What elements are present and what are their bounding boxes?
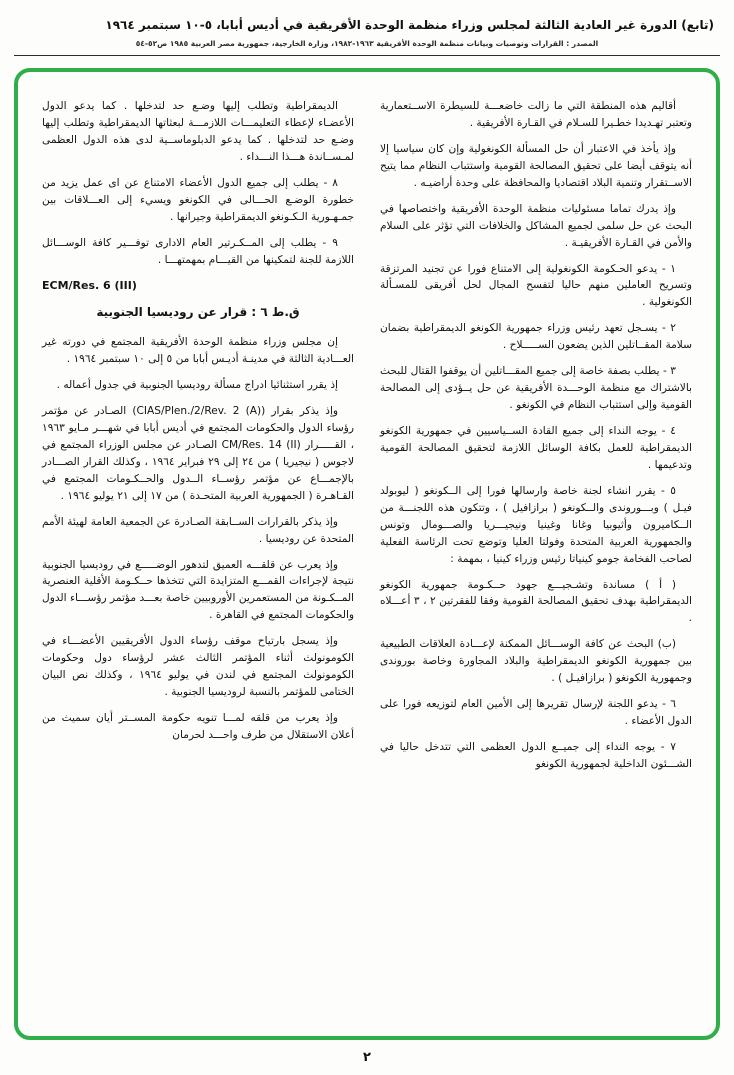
paragraph: إن مجلس وزراء منظمة الوحدة الأفريقية المجتمع في دورته غير العـــادية الثالثة في مدينـة أديـس أبابا من ٥ إلى ١٠ سبتمبر ١٩٦٤ . xyxy=(42,336,354,366)
paragraph: ٧ - يوجه النداء إلى جميــع الدول العظمى التي تتدخل حاليا في الشـــئون الداخلية لجمهورية الكونغو xyxy=(380,741,692,770)
paragraph: ( أ ) مساندة وتشـجيـــع جهود حــكـومة جمهورية الكونغو الديمقراطية بهدف تحقيق المصالحة القومية وفقا للفقرتين ٢ ، ٣ أعـــلاه . xyxy=(380,578,692,625)
resolution-code: ECM/Res. 6 (III) xyxy=(42,279,137,293)
paragraph: ١ - يدعو الحـكومة الكونغولية إلى الامتناع فورا عن تجنيد المرتزقة وتسريح العاملين منهم حاليا لتفسح المجال لحل أفريقى للمسـألة الكونغولية . xyxy=(380,262,692,309)
paragraph: أقاليم هذه المنطقة التي ما زالت خاضعـــة للسيطرة الاســتعمارية وتعتبر تهـديدا خطـيرا للسـلام في القـارة الأفريقية . xyxy=(380,100,692,129)
paragraph: (ب) البحث عن كافة الوســـائل الممكنة لإعـــادة العلاقات الطبيعية بين جمهورية الكونغو الديمقراطية والبلاد المجاورة وخاصة بوروندى وجمهورية الكونغو ( برازافيـل ) . xyxy=(380,638,692,685)
page-number: ٢ xyxy=(363,1050,371,1065)
section-heading: ق.ط ٦ : قرار عن روديسيا الجنوبية xyxy=(96,305,300,320)
paragraph: وإذ يعرب عن قلقـــه العميق لتدهور الوضـــــع في روديسيا الجنوبية نتيجة لإجراءات القمـــع المتزايدة التي تتخذها حــكـومة الأقلية العنصرية المــكـونة من المستعمرين الأوروبيين خاصة بعـــد مؤتمر رؤســـاء الدول والحكومات المجتمع في القاهرة . xyxy=(42,558,354,622)
paragraph: ٩ - يطلب إلى المــكـرتير العام الادارى توفـــير كافة الوســـائل اللازمة للجنة لتمكينها من القيـــام بمهمتهـــا . xyxy=(42,236,354,266)
paragraph: وإذ يذكر بقرار (CIAS/Plen./2/Rev. 2 (A)) الصـادر عن مؤتمر رؤساء الدول والحكومات المجتمع في أديس أبابا في شهـــر مـايو ١٩٦٣ ، القـــــرار CM/Res. 14 (II) الصـادر عن مجلس الوزراء المجتمع في لاجوس ( نيجيريا ) من ٢٤ إلى ٢٩ فبراير ١٩٦٤ ، وكذلك القرار الصـــادر بالإجمـــاع عن مؤتمر رؤســاء الــدول والحــكـومات المجتمع في القـاهـرة ( الجمهورية العربية المتحـدة ) من ١٧ إلى ٢١ يوليو ١٩٦٤ . xyxy=(42,405,354,502)
page-header xyxy=(14,16,720,56)
paragraph: الديمقراطية وتطلب إليها وضـع حد لتدخلها . كما يدعو الدول الأعضـاء لإعطاء التعليمـــات اللازمـــة لبعثاتها الديمقراطية وتطلب إليها وضـع حد لتدخلها . كما يدعو الدبلوماســية لدى هذه الدول العظمى لمـســاندة هـــذا النـــداء . xyxy=(42,100,354,163)
paragraph: وإذ يدرك تماما مسئوليات منظمة الوحدة الأفريقية واختصاصها في البحث عن حل سلمى لجميع المشاكل والخلافات التي تؤثر على السلام والأمن في القـارة الأفريقيـة . xyxy=(380,202,692,249)
paragraph: وإذ يسجل بارتياح موقف رؤساء الدول الأفريقيين الأعضـــاء في الكومونولث أثناء المؤتمر الثالث عشر لرؤساء دول وحكومات الكومونولث المجتمع في لندن في يوليو ١٩٦٤ ، وكذلك نص البيان الختامى للمؤتمر بالنسبة لروديسيا الجنوبية . xyxy=(42,635,354,699)
paragraph: ٦ - يدعو اللجنة لإرسال تقريرها إلى الأمين العام لتوزيعه فورا على الدول الأعضاء . xyxy=(380,698,692,728)
source-citation: المصدر : القرارات وتوصيات وبيانات منظمة الوحدة الأفريقية ١٩٦٣-١٩٨٢، وزارة الخارجية، جمهورية مصر العربية ١٩٨٥ ص٥٢-٥٤ xyxy=(135,39,599,48)
paragraph: ٤ - يوجه النداء إلى جميع القادة الســياسيين في جمهورية الكونغو الديمقراطية للعمل بكافة الوسائل اللازمة لتحقيق المصالحة القومية وتدعيمها . xyxy=(380,425,692,471)
paragraph: وإذ يأخذ في الاعتبار أن حل المسألة الكونغولية وإن كان سياسيا إلا أنه يتوقف أيضا على تحقيق المصالحة القومية واستتباب النظام مما يتيح الاســتقرار وتنمية البلاد اقتصاديا والمحافظة على وحدة أراضيـه . xyxy=(380,142,692,189)
paragraph: ٨ - يطلب إلى جميع الدول الأعضاء الامتناع عن اى عمل يزيد من خطورة الوضـع الحـــالى في الكونغو ويسيء إلى العـــلاقات بين جمـهـورية الـكـونغو الديمقراطية وجيرانها . xyxy=(42,176,354,223)
paragraph: ٥ - يقرر انشاء لجنة خاصة وارسالها فورا إلى الــكونغو ( ليوبولد فيـل ) وبـــوروندى والــكونغو ( برازافيل ) ، وتتكون هذه اللجنـــة من الــكاميرون وأثيوبيا وغانا وغينيا ونيجيـــريا والصـــومال وتونس والجمهورية العربية المتحدة وفولتا العليا وتوضع تحت الرئاسة الفعلية لصاحب الفخامة جومو كينياتا رئيس وزراء كينيا ، بمهمة : xyxy=(380,484,692,565)
paragraph: وإذ يعرب من قلقه لمـــا تنويه حكومة المســتر أيان سميث من أعلان الاستقلال من طرف واحـــد لحرمان xyxy=(42,712,354,741)
column-left xyxy=(42,98,354,1018)
paragraph: وإذ يذكر بالقرارات الســابقة الصـادرة عن الجمعية العامة لهيئة الأمم المتحدة عن روديسيا . xyxy=(42,515,354,545)
column-right xyxy=(380,98,692,1018)
paragraph: إذ يقرر استثنائيا ادراج مسألة روديسيا الجنوبية في جدول أعماله . xyxy=(56,379,338,392)
document-title: (تابع) الدورة غير العادية الثالثة لمجلس وزراء منظمة الوحدة الأفريقية في أديس أبابا، ٥-١٠ سبتمبر ١٩٦٤ xyxy=(105,18,714,32)
page-footer xyxy=(14,1040,720,1067)
content-box xyxy=(14,68,720,1040)
paragraph: ٣ - يطلب بصفة خاصة إلى جميع المقـــاتلين أن يوقفوا القتال للبحث بالاشتراك مع منظمة الوحـــدة الأفريقية عن حل يــؤدى إلى المصالحة القومية وإلى استتباب النظام في الكونغو . xyxy=(380,365,692,412)
paragraph: ٢ - يسـجل تعهد رئيس وزراء جمهورية الكونغو الديمقراطية بضمان سلامة المقــاتلين الذين يضعون الســـــلاح . xyxy=(380,322,692,352)
two-column-text xyxy=(42,98,692,1018)
